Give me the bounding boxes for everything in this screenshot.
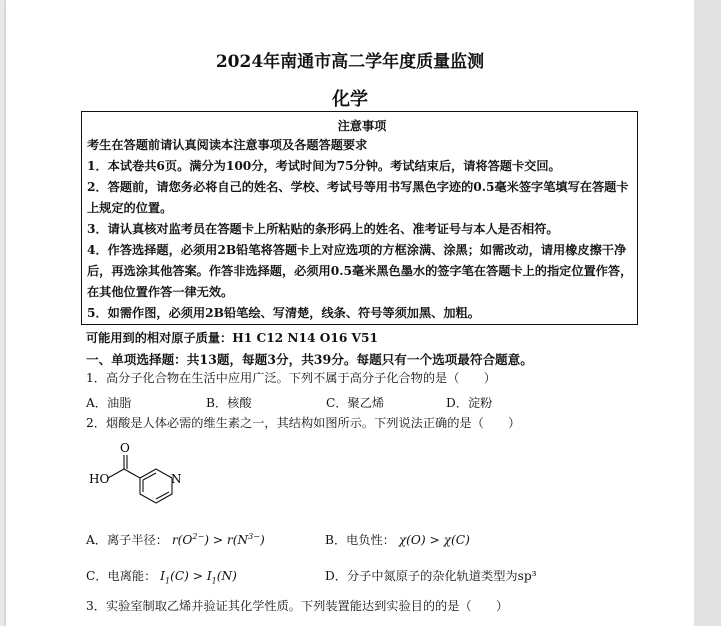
notice-item: 4．作答选择题，必须用2B铅笔将答题卡上对应选项的方框涂满、涂黑；如需改动，请用橡皮擦干净后，再选涂其他答案。作答非选择题，必须用0.5毫米黑色墨水的签字笔在答题卡上的指定位置作答，在其他位置作答一律无效。 [87,243,633,299]
q2-option-c-label: C．电离能： [86,569,157,583]
notice-item: 2．答题前，请您务必将自己的姓名、学校、考试号等用书写黑色字迹的0.5毫米签字笔填写在答题卡上规定的位置。 [87,180,629,215]
q1-option-b: B．核酸 [206,396,252,410]
notice-box [81,111,638,325]
q2-option-b [325,531,470,548]
question-3-stem: 3．实验室制取乙烯并验证其化学性质。下列装置能达到实验目的的是（ ） [86,599,509,613]
exam-title: 2024年南通市高二学年度质量监测 [215,52,485,72]
scrollbar-track[interactable] [694,0,721,626]
q1-option-d: D．淀粉 [446,396,493,410]
question-2-stem: 2．烟酸是人体必需的维生素之一，其结构如图所示。下列说法正确的是（ ） [86,416,521,430]
q2-option-d: D．分子中氮原子的杂化轨道类型为sp³ [325,569,537,583]
notice-intro: 考生在答题前请认真阅读本注意事项及各题答题要求 [87,138,368,152]
q2-option-a [86,531,265,548]
structure-o-label: O [120,441,130,455]
q1-option-a: A．油脂 [86,396,132,410]
atomic-masses: 可能用到的相对原子质量：H1 C12 N14 O16 V51 [86,331,378,345]
q2-option-c [86,567,237,585]
nicotinic-acid-structure [86,440,196,510]
section-heading: 一、单项选择题：共13题，每题3分，共39分。每题只有一个选项最符合题意。 [86,352,533,367]
notice-item: 3．请认真核对监考员在答题卡上所粘贴的条形码上的姓名、准考证号与本人是否相符。 [87,222,559,236]
q2-option-b-label: B．电负性： [325,533,395,547]
structure-n-label: N [171,472,182,486]
document-page [6,0,694,626]
q2-option-a-label: A．离子半径： [86,533,168,547]
question-1-stem: 1．高分子化合物在生活中应用广泛。下列不属于高分子化合物的是（ ） [86,371,496,385]
notice-item: 1．本试卷共6页。满分为100分，考试时间为75分钟。考试结束后，请将答题卡交回。 [87,159,561,173]
q2-option-c-formula: $I_1(C) > I_1(N)$ [160,569,237,586]
q1-option-c: C．聚乙烯 [326,396,385,410]
q2-option-b-formula: χ(O) > χ(C) [398,533,470,547]
notice-item: 5．如需作图，必须用2B铅笔绘、写清楚，线条、符号等须加黑、加粗。 [87,306,480,320]
subject-title: 化学 [332,89,368,110]
structure-ho-label: HO [89,472,110,486]
q2-option-a-formula: $r(O^{2-}) > r(N^{3-})$ [171,531,265,547]
notice-heading: 注意事项 [337,119,387,133]
